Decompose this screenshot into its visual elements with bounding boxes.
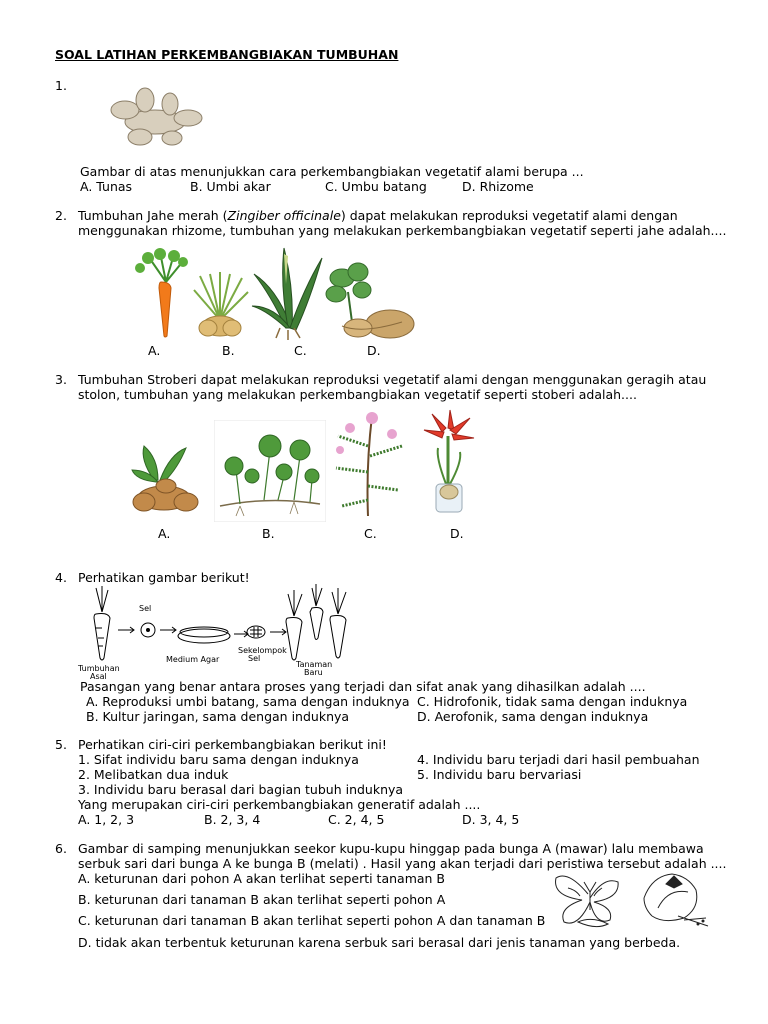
q4-option-a[interactable]: A. Reproduksi umbi batang, sama dengan induknya — [86, 694, 410, 709]
q6-number: 6. — [55, 841, 67, 856]
label-sekelompok-sel: Sel — [248, 654, 261, 663]
q4-question: Pasangan yang benar antara proses yang terjadi dan sifat anak yang dihasilkan adalah .... — [80, 679, 646, 694]
q1-option-b[interactable]: B. Umbi akar — [190, 179, 271, 194]
q1-option-a[interactable]: A. Tunas — [80, 179, 133, 194]
q5-option-a[interactable]: A. 1, 2, 3 — [78, 812, 135, 827]
q4-option-b[interactable]: B. Kultur jaringan, sama dengan induknya — [86, 709, 350, 724]
q2-label-d[interactable]: D. — [367, 343, 381, 358]
q5-option-c[interactable]: C. 2, 4, 5 — [328, 812, 385, 827]
q6-option-a[interactable]: A. keturunan dari pohon A akan terlihat seperti tanaman B — [78, 871, 446, 886]
label-tumbuhan: Tumbuhan — [78, 664, 120, 673]
label-tanaman: Tanaman — [296, 660, 333, 669]
q2-question-line1 — [78, 208, 678, 223]
ginger-rhizome-image — [100, 82, 210, 154]
shallot-image — [190, 272, 250, 340]
q1-option-d[interactable]: D. Rhizome — [462, 179, 534, 194]
q2-question-line2: menggunakan rhizome, tumbuhan yang melakukan perkembangbiakan vegetatif seperti jahe adalah.... — [78, 223, 727, 238]
q5-option-b[interactable]: B. 2, 3, 4 — [204, 812, 261, 827]
amaryllis-image — [416, 408, 482, 518]
q3-label-a[interactable]: A. — [158, 526, 171, 541]
q2-number: 2. — [55, 208, 67, 223]
q3-question-line2: stolon, tumbuhan yang melakukan perkembangbiakan vegetatif seperti stoberi adalah.... — [78, 387, 637, 402]
mimosa-image — [328, 406, 410, 518]
label-baru: Baru — [304, 668, 323, 677]
label-medium-agar: Medium Agar — [166, 655, 220, 664]
tissue-culture-diagram — [76, 584, 366, 680]
q3-label-b[interactable]: B. — [262, 526, 275, 541]
q6-question-line2: serbuk sari dari bunga A ke bunga B (melati) . Hasil yang akan terjadi dari peristiwa tersebut adalah .... — [78, 856, 727, 871]
q1-question: Gambar di atas menunjukkan cara perkembangbiakan vegetatif alami berupa ... — [80, 164, 584, 179]
snake-plant-image — [250, 244, 326, 340]
q1-option-c[interactable]: C. Umbu batang — [325, 179, 427, 194]
q5-item-5: 5. Individu baru bervariasi — [417, 767, 582, 782]
q5-question: Yang merupakan ciri-ciri perkembangbiakan generatif adalah .... — [78, 797, 481, 812]
q4-option-c[interactable]: C. Hidrofonik, tidak sama dengan induknya — [417, 694, 688, 709]
q5-instruction: Perhatikan ciri-ciri perkembangbiakan berikut ini! — [78, 737, 387, 752]
q6-question-line1: Gambar di samping menunjukkan seekor kupu-kupu hinggap pada bunga A (mawar) lalu membawa — [78, 841, 704, 856]
q4-option-d[interactable]: D. Aerofonik, sama dengan induknya — [417, 709, 649, 724]
q3-question-line1: Tumbuhan Stroberi dapat melakukan reproduksi vegetatif alami dengan menggunakan geragih atau — [78, 372, 707, 387]
q5-item-4: 4. Individu baru terjadi dari hasil pembuahan — [417, 752, 700, 767]
page-title: SOAL LATIHAN PERKEMBANGBIAKAN TUMBUHAN — [55, 47, 399, 62]
q6-option-b[interactable]: B. keturunan dari tanaman B akan terlihat seperti pohon A — [78, 892, 446, 907]
q5-number: 5. — [55, 737, 67, 752]
q2-label-b[interactable]: B. — [222, 343, 235, 358]
q2-line1-end: ) dapat melakukan reproduksi vegetatif alami dengan — [340, 208, 678, 223]
turmeric-image — [130, 440, 204, 516]
q4-number: 4. — [55, 570, 67, 585]
label-sekelompok: Sekelompok — [238, 646, 287, 655]
q6-option-d[interactable]: D. tidak akan terbentuk keturunan karena serbuk sari berasal dari jenis tanaman yang berbeda. — [78, 935, 681, 950]
q4-instruction: Perhatikan gambar berikut! — [78, 570, 250, 585]
q3-label-d[interactable]: D. — [450, 526, 464, 541]
q3-label-c[interactable]: C. — [364, 526, 377, 541]
q5-option-d[interactable]: D. 3, 4, 5 — [462, 812, 520, 827]
pegagan-stolon-image — [214, 420, 326, 522]
potato-plant-image — [322, 262, 418, 340]
butterfly-flower-image — [548, 868, 716, 930]
label-sel: Sel — [139, 604, 152, 613]
q5-item-3: 3. Individu baru berasal dari bagian tubuh induknya — [78, 782, 404, 797]
q2-label-c[interactable]: C. — [294, 343, 307, 358]
q1-number: 1. — [55, 78, 67, 93]
q2-label-a[interactable]: A. — [148, 343, 161, 358]
q3-number: 3. — [55, 372, 67, 387]
q5-item-2: 2. Melibatkan dua induk — [78, 767, 229, 782]
label-asal: Asal — [90, 672, 107, 681]
q5-item-1: 1. Sifat individu baru sama dengan induknya — [78, 752, 359, 767]
q2-scientific-name: Zingiber officinale — [227, 208, 341, 223]
carrot-image — [128, 248, 190, 340]
q6-option-c[interactable]: C. keturunan dari tanaman B akan terlihat seperti pohon A dan tanaman B — [78, 913, 546, 928]
q2-line1-start: Tumbuhan Jahe merah ( — [78, 208, 228, 223]
